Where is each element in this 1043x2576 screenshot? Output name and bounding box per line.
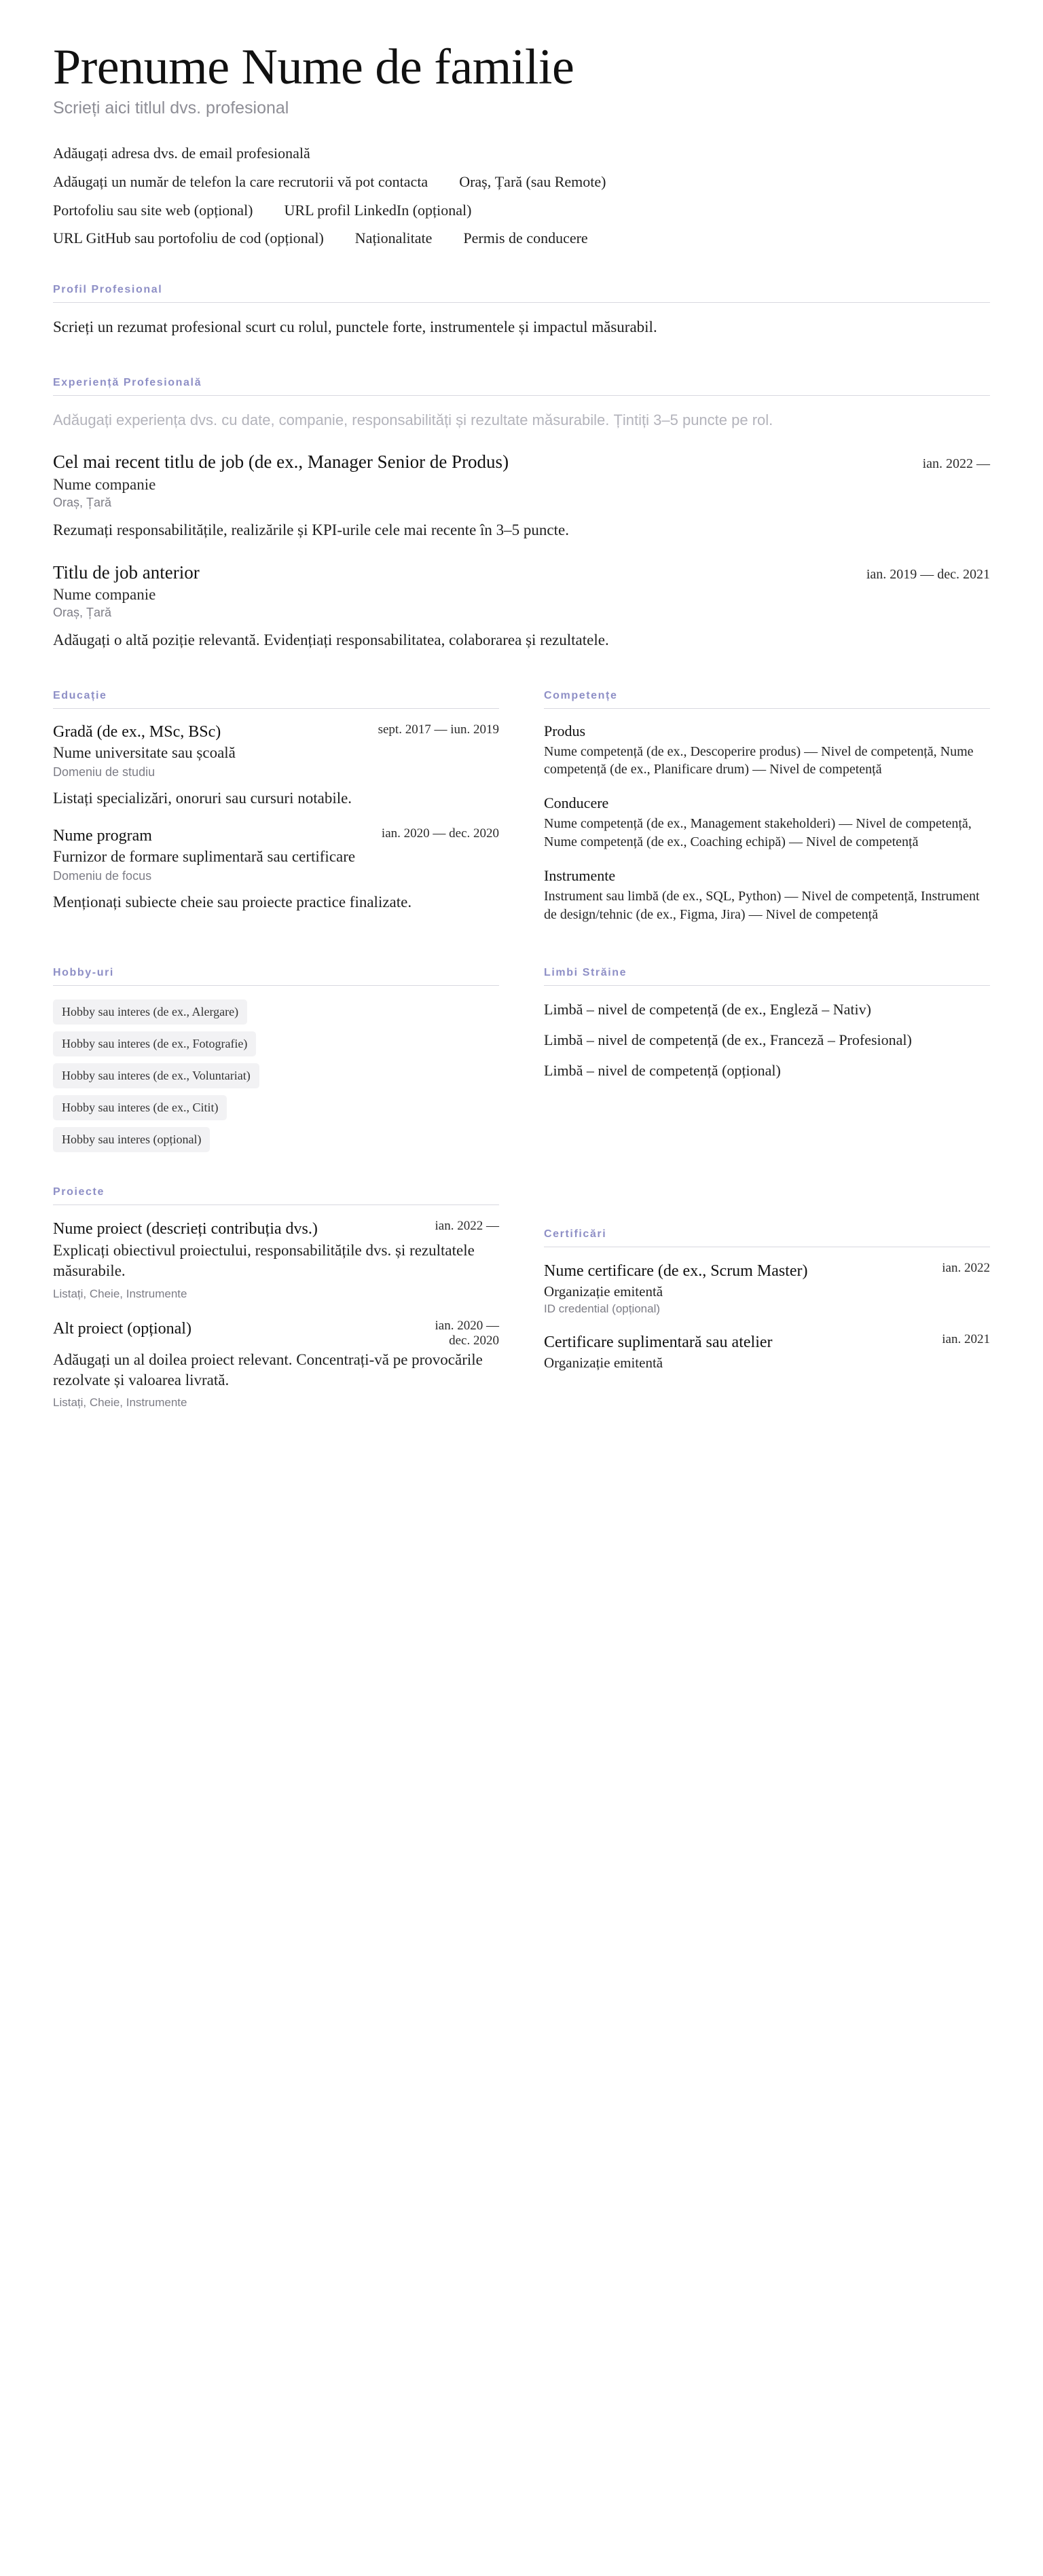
languages-column xyxy=(544,967,990,1091)
experience-company: Nume companie xyxy=(53,475,156,493)
experience-job-title: Titlu de job anterior xyxy=(53,562,200,583)
projects-column xyxy=(53,1186,499,1427)
experience-job-title: Cel mai recent titlu de job (de ex., Manager Senior de Produs) xyxy=(53,452,509,473)
education-degree: Nume program xyxy=(53,826,152,845)
certification-entry xyxy=(544,1261,990,1316)
experience-entry xyxy=(53,451,990,541)
section-title-education: Educație xyxy=(53,689,107,701)
education-institution: Nume universitate sau școală xyxy=(53,743,236,761)
contact-github: URL GitHub sau portofoliu de cod (opțional) xyxy=(53,229,324,247)
certification-name: Nume certificare (de ex., Scrum Master) xyxy=(544,1262,808,1280)
section-profile xyxy=(53,284,990,339)
section-title-profile: Profil Profesional xyxy=(53,283,163,295)
skill-group xyxy=(544,722,990,779)
hobby-chip: Hobby sau interes (de ex., Voluntariat) xyxy=(53,1063,259,1088)
section-divider xyxy=(53,985,499,986)
skills-column xyxy=(544,690,990,940)
skill-category: Produs xyxy=(544,722,586,739)
education-field: Domeniu de focus xyxy=(53,868,152,883)
page-title: Prenume Nume de familie xyxy=(53,39,574,95)
section-title-hobbies: Hobby-uri xyxy=(53,966,114,978)
section-title-certifications: Certificări xyxy=(544,1228,607,1240)
section-title-skills: Competențe xyxy=(544,689,618,701)
professional-headline: Scrieți aici titlul dvs. profesional xyxy=(53,98,289,118)
certification-entry xyxy=(544,1332,990,1372)
language-item: Limbă – nivel de competență (opțional) xyxy=(544,1061,781,1079)
section-divider xyxy=(544,708,990,709)
skill-group xyxy=(544,794,990,851)
education-entry xyxy=(53,722,499,809)
education-field: Domeniu de studiu xyxy=(53,765,155,779)
section-title-languages: Limbi Străine xyxy=(544,966,627,978)
contact-row xyxy=(53,172,990,192)
education-description: Menționați subiecte cheie sau proiecte practice finalizate. xyxy=(53,893,412,910)
certification-issuer: Organizație emitentă xyxy=(544,1354,663,1371)
contact-location: Oraș, Țară (sau Remote) xyxy=(459,173,606,191)
certification-date: ian. 2022 xyxy=(942,1260,990,1275)
projects-certifications-columns xyxy=(53,1186,990,1427)
project-tags: Listați, Cheie, Instrumente xyxy=(53,1396,187,1410)
skill-category: Instrumente xyxy=(544,867,616,885)
hobbies-column xyxy=(53,967,499,1159)
contact-row xyxy=(53,201,990,221)
project-date: ian. 2022 — xyxy=(435,1218,499,1233)
experience-description: Adăugați o altă poziție relevantă. Evidențiați responsabilitatea, colaborarea și rezultatele. xyxy=(53,631,609,649)
contact-linkedin: URL profil LinkedIn (opțional) xyxy=(284,201,472,219)
contact-row xyxy=(53,229,990,249)
contact-phone: Adăugați un număr de telefon la care recrutorii vă pot contacta xyxy=(53,173,428,191)
certification-credential-id: ID credential (opțional) xyxy=(544,1302,661,1315)
project-title: Nume proiect (descrieți contribuția dvs.) xyxy=(53,1219,318,1238)
section-experience xyxy=(53,377,990,652)
education-institution: Furnizor de formare suplimentară sau certificare xyxy=(53,848,356,866)
contact-portfolio: Portofoliu sau site web (opțional) xyxy=(53,201,253,219)
contact-nationality: Naționalitate xyxy=(354,229,433,247)
project-title: Alt proiect (opțional) xyxy=(53,1319,191,1338)
hobby-chip: Hobby sau interes (de ex., Citit) xyxy=(53,1095,227,1120)
education-entry xyxy=(53,826,499,913)
hobby-chip: Hobby sau interes (de ex., Fotografie) xyxy=(53,1031,256,1056)
education-description: Listați specializări, onoruri sau cursuri notabile. xyxy=(53,789,352,807)
contact-row xyxy=(53,144,990,164)
experience-location: Oraș, Țară xyxy=(53,495,112,509)
certifications-column xyxy=(544,1186,990,1388)
language-item: Limbă – nivel de competență (de ex., Franceză – Profesional) xyxy=(544,1031,912,1048)
experience-date: ian. 2022 — xyxy=(922,456,990,472)
skill-group xyxy=(544,867,990,923)
education-degree: Gradă (de ex., MSc, BSc) xyxy=(53,722,221,741)
project-description: Explicați obiectivul proiectului, responsabilitățile dvs. și rezultatele măsurabile. xyxy=(53,1241,475,1280)
experience-hint: Adăugați experiența dvs. cu date, companie, responsabilități și rezultate măsurabile. Țintiți 3–5 puncte pe rol. xyxy=(53,411,773,428)
project-entry xyxy=(53,1319,499,1410)
experience-location: Oraș, Țară xyxy=(53,606,112,620)
certification-issuer: Organizație emitentă xyxy=(544,1283,663,1300)
experience-company: Nume companie xyxy=(53,586,156,604)
project-entry xyxy=(53,1219,499,1301)
education-column xyxy=(53,690,499,931)
hobby-chip: Hobby sau interes (de ex., Alergare) xyxy=(53,999,247,1025)
project-date: ian. 2020 — dec. 2020 xyxy=(435,1318,499,1348)
hobbies-languages-columns xyxy=(53,967,990,1159)
contact-email: Adăugați adresa dvs. de email profesională xyxy=(53,145,310,162)
skill-list: Nume competență (de ex., Descoperire produs) — Nivel de competență, Nume competență (de ex., Planificare drum) — Nivel de competență xyxy=(544,743,974,777)
section-divider xyxy=(544,985,990,986)
contact-block xyxy=(53,144,990,248)
education-date: ian. 2020 — dec. 2020 xyxy=(381,826,499,841)
section-divider xyxy=(53,1204,499,1205)
certification-date: ian. 2021 xyxy=(942,1331,990,1346)
experience-description: Rezumați responsabilitățile, realizările și KPI-urile cele mai recente în 3–5 puncte. xyxy=(53,521,569,538)
section-title-experience: Experiență Profesională xyxy=(53,376,202,388)
language-item: Limbă – nivel de competență (de ex., Engleză – Nativ) xyxy=(544,1000,871,1018)
section-title-projects: Proiecte xyxy=(53,1185,105,1198)
skill-list: Instrument sau limbă (de ex., SQL, Python) — Nivel de competență, Instrument de design/tehnic (de ex., Figma, Jira) — Nivel de competență xyxy=(544,889,980,922)
project-description: Adăugați un al doilea proiect relevant. Concentrați-vă pe provocările rezolvate și valoarea livrată. xyxy=(53,1350,483,1388)
section-divider xyxy=(53,395,990,396)
project-tags: Listați, Cheie, Instrumente xyxy=(53,1287,187,1300)
resume-header xyxy=(53,39,990,249)
experience-date: ian. 2019 — dec. 2021 xyxy=(866,566,990,582)
hobby-chip: Hobby sau interes (opțional) xyxy=(53,1127,210,1152)
section-divider xyxy=(53,708,499,709)
skill-list: Nume competență (de ex., Management stakeholderi) — Nivel de competență, Nume competență (de ex., Coaching echipă) — Nivel de competență xyxy=(544,816,972,849)
contact-driving-licence: Permis de conducere xyxy=(463,229,588,247)
education-skills-columns xyxy=(53,690,990,940)
section-divider xyxy=(53,302,990,303)
skill-category: Conducere xyxy=(544,794,609,812)
profile-text: Scrieți un rezumat profesional scurt cu rolul, punctele forte, instrumentele și impactul măsurabil. xyxy=(53,318,657,335)
experience-entry xyxy=(53,562,990,652)
certification-name: Certificare suplimentară sau atelier xyxy=(544,1333,773,1351)
education-date: sept. 2017 — iun. 2019 xyxy=(378,722,499,737)
